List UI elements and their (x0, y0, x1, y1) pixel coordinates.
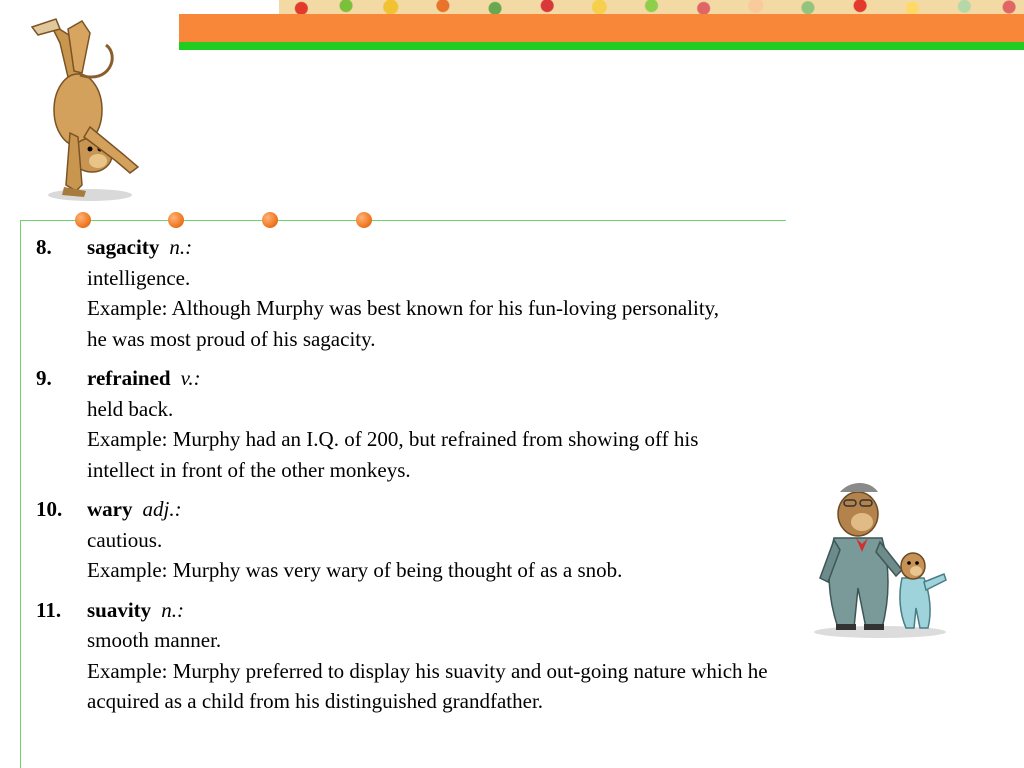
vocab-word: sagacity (87, 235, 160, 259)
definition: smooth manner. (87, 628, 222, 652)
grandfather-and-child-monkeys-icon (810, 478, 955, 638)
definition: cautious. (87, 527, 163, 552)
vocab-entry (36, 595, 936, 717)
definition: intelligence. (87, 265, 191, 290)
vertical-rule (20, 220, 21, 768)
vocab-word: refrained (87, 366, 171, 390)
vocabulary-list (36, 232, 936, 726)
vocab-entry (36, 494, 936, 586)
example-line: intellect in front of the other monkeys. (87, 457, 411, 482)
vocab-entry (36, 363, 936, 485)
example-line: he was most proud of his sagacity. (87, 326, 376, 351)
green-band (179, 42, 1024, 50)
vocab-word: wary (87, 497, 133, 521)
example-line: Example: Although Murphy was best known for his fun-loving personality, (87, 296, 720, 320)
orange-bullet-icon (356, 212, 372, 228)
title-banner (179, 0, 1024, 50)
horizontal-rule (20, 220, 786, 221)
example-line: Example: Murphy was very wary of being thought of as a snob. (87, 558, 623, 582)
monkey-handstand-icon (20, 15, 150, 205)
example-line: acquired as a child from his distinguished grandfather. (87, 689, 544, 713)
entry-number: 8. (36, 235, 52, 259)
vocab-entry (36, 232, 936, 354)
entry-number: 10. (36, 497, 63, 521)
part-of-speech: v.: (180, 366, 201, 390)
definition: held back. (87, 396, 174, 421)
example-line: Example: Murphy preferred to display his suavity and out-going nature which he (87, 658, 768, 683)
vocab-word: suavity (87, 597, 152, 622)
entry-number: 11. (36, 597, 62, 622)
orange-bullet-icon (75, 212, 91, 228)
orange-bullet-icon (168, 212, 184, 228)
example-line: Example: Murphy had an I.Q. of 200, but refrained from showing off his (87, 427, 699, 451)
part-of-speech: n.: (169, 235, 193, 259)
part-of-speech: adj.: (142, 497, 182, 521)
part-of-speech: n.: (161, 597, 184, 622)
floral-strip (279, 0, 1024, 14)
orange-band (179, 14, 1024, 42)
orange-bullet-icon (262, 212, 278, 228)
entry-number: 9. (36, 366, 52, 390)
